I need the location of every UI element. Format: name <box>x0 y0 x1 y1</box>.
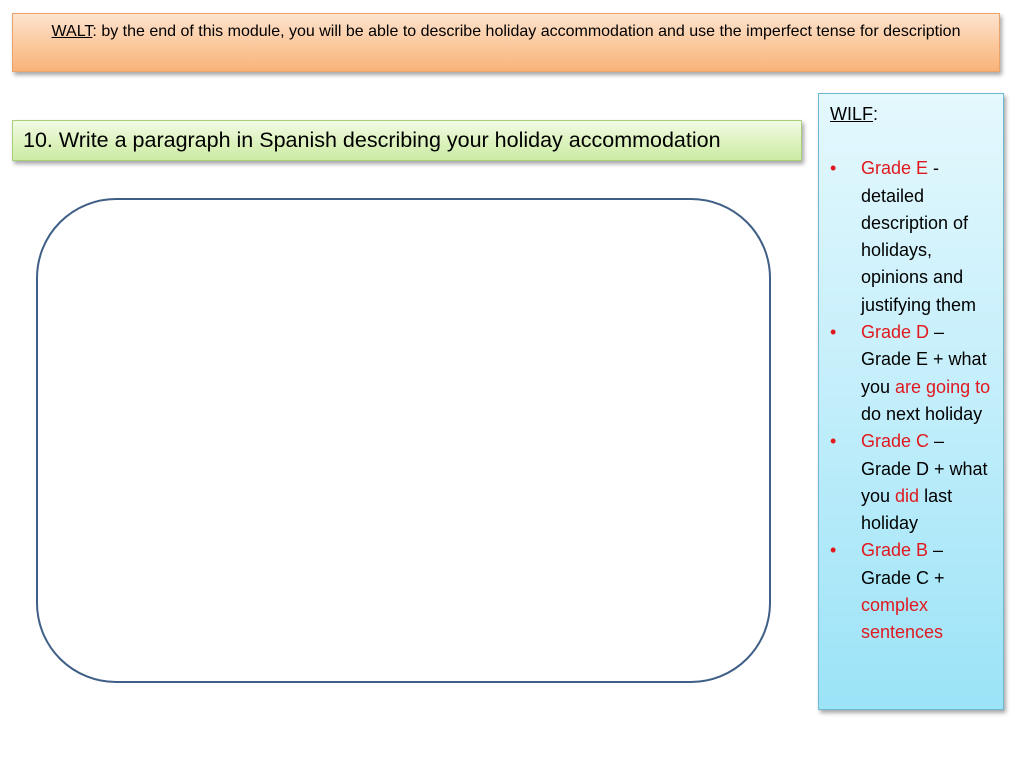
grade-label: Grade D <box>861 322 930 343</box>
criterion-sep: - <box>928 158 940 179</box>
criterion-text: Grade D + what you <box>861 458 988 506</box>
criterion-text-end: last holiday <box>861 485 953 534</box>
criterion-grade-e <box>830 155 995 319</box>
criterion-text: Grade C + <box>861 567 945 588</box>
criterion-highlight: are going to <box>895 376 991 397</box>
criterion-text: detailed description of holidays, opinions and justifying them <box>861 185 977 315</box>
walt-banner <box>12 13 1000 72</box>
criterion-sep: – <box>929 431 945 452</box>
criterion-text: Grade E + what you <box>861 349 987 397</box>
wilf-title <box>830 101 995 128</box>
bullet-icon: • <box>830 540 837 561</box>
wilf-colon: : <box>873 104 879 124</box>
grade-label: Grade B <box>861 540 929 561</box>
writing-area[interactable] <box>36 198 771 683</box>
walt-text: : by the end of this module, you will be able to describe holiday accommodation and use the imperfect tense for description <box>92 23 961 40</box>
task-text: 10. Write a paragraph in Spanish describing your holiday accommodation <box>23 128 721 152</box>
grade-label: Grade E <box>861 158 929 179</box>
bullet-icon: • <box>830 158 837 179</box>
wilf-label: WILF <box>830 104 873 124</box>
bullet-icon: • <box>830 322 837 343</box>
walt-label: WALT <box>51 23 93 40</box>
criterion-sep: – <box>928 540 944 561</box>
wilf-panel <box>818 93 1004 710</box>
criterion-sep: – <box>929 322 945 343</box>
criterion-grade-d <box>830 319 995 428</box>
grade-label: Grade C <box>861 431 930 452</box>
criteria-list <box>830 155 995 646</box>
bullet-icon: • <box>830 431 837 452</box>
task-heading <box>12 120 802 161</box>
criterion-highlight: did <box>895 485 920 506</box>
criterion-highlight: complex sentences <box>861 595 944 643</box>
criterion-text-end: do next holiday <box>861 403 983 424</box>
criterion-grade-b <box>830 537 995 646</box>
criterion-grade-c <box>830 428 995 537</box>
